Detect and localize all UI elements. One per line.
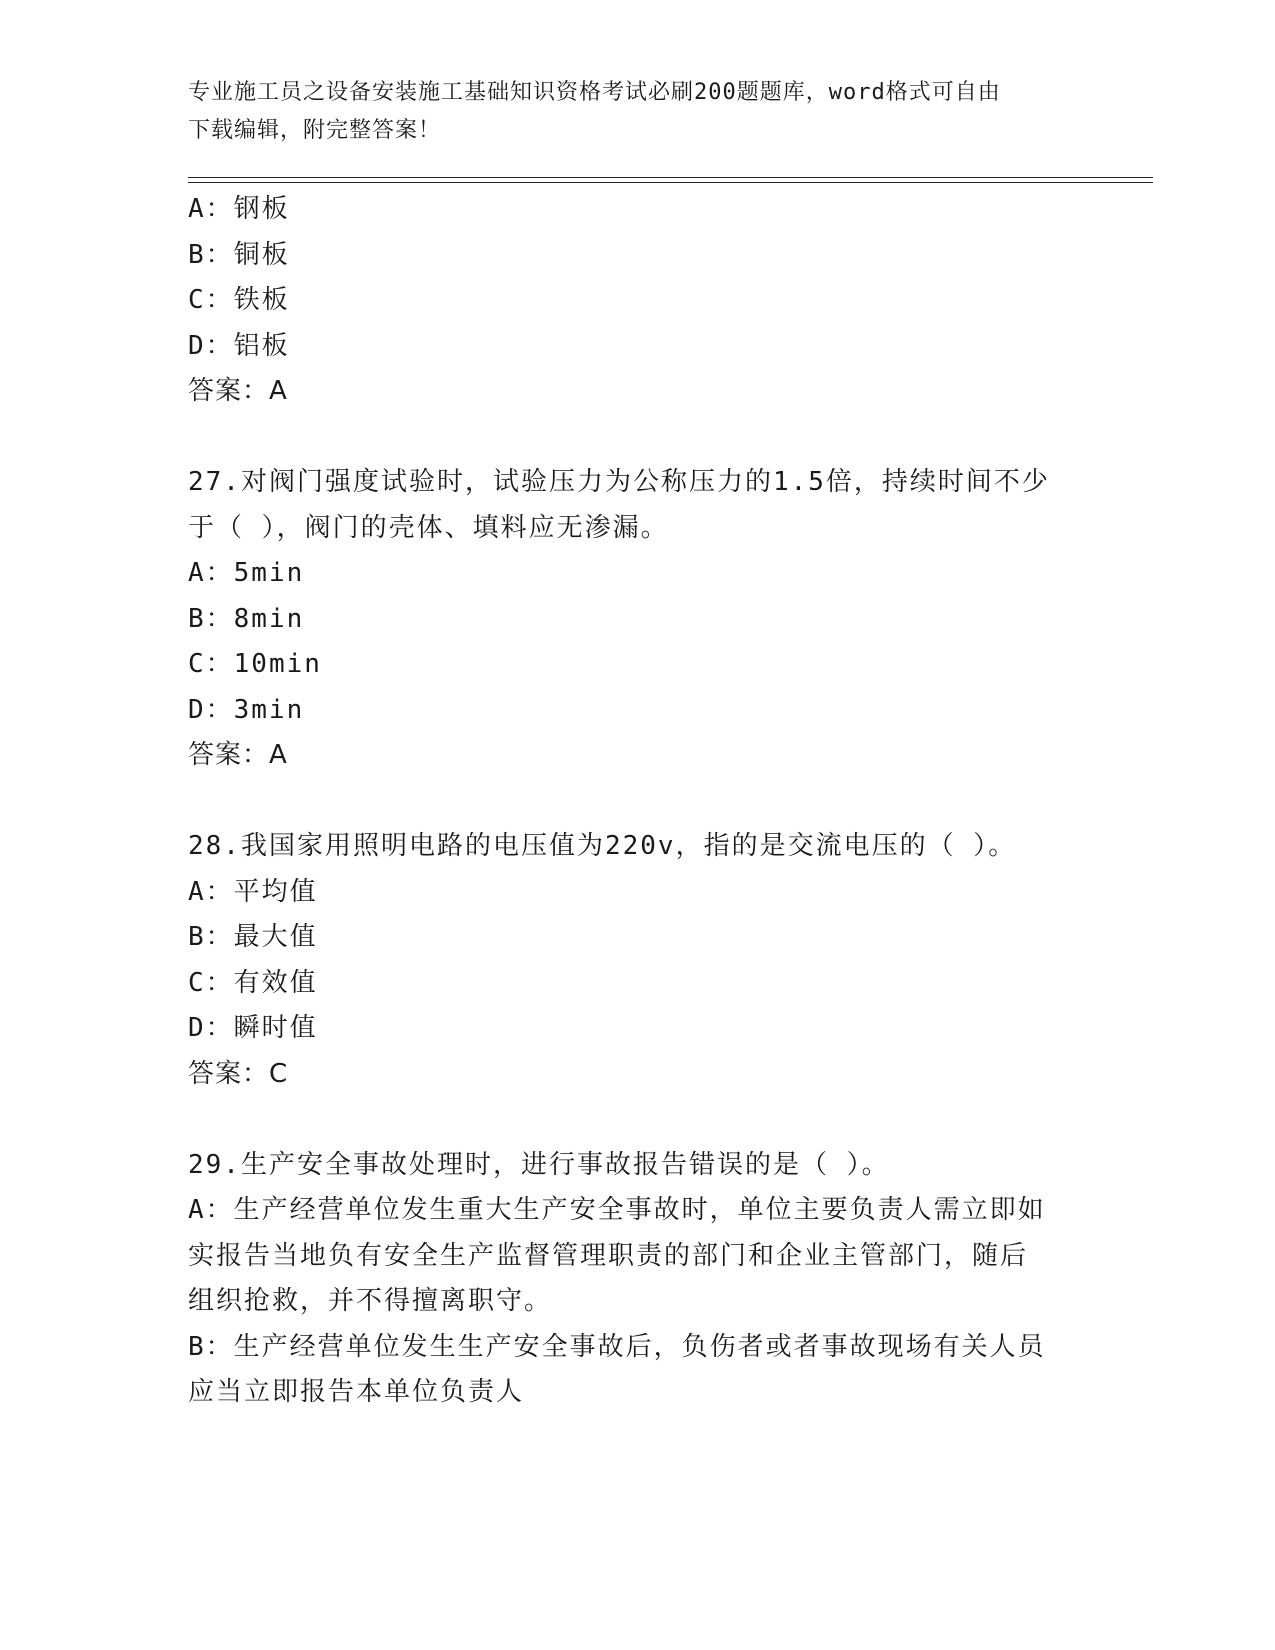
option-b-line-2: 应当立即报告本单位负责人 bbox=[188, 1377, 525, 1407]
option-c: C：铁板 bbox=[188, 285, 290, 315]
option-d: D：铝板 bbox=[188, 330, 290, 361]
option-a-line-2: 实报告当地负有安全生产监督管理职责的部门和企业主管部门，随后 bbox=[188, 1240, 1029, 1271]
question-content bbox=[188, 187, 1088, 1416]
option-d: D：3min bbox=[188, 694, 305, 725]
option-a: A：平均值 bbox=[188, 876, 318, 907]
option-c: C：10min bbox=[188, 649, 322, 679]
question-29 bbox=[188, 1143, 1088, 1416]
option-a: A：5min bbox=[188, 558, 305, 588]
question-27 bbox=[188, 460, 1088, 779]
answer: 答案：A bbox=[188, 376, 288, 406]
option-c: C：有效值 bbox=[188, 967, 318, 998]
answer: 答案：C bbox=[188, 1058, 289, 1089]
answer: 答案：A bbox=[188, 740, 288, 770]
question-stem-line-1: 27.对阀门强度试验时，试验压力为公称压力的1.5倍，持续时间不少 bbox=[188, 467, 1050, 497]
header-divider-bottom bbox=[188, 182, 1153, 183]
question-stem-line-2: 于（ ），阀门的壳体、填料应无渗漏。 bbox=[188, 512, 669, 543]
question-26 bbox=[188, 187, 1088, 415]
question-stem-line-1: 28.我国家用照明电路的电压值为220v，指的是交流电压的（ ）。 bbox=[188, 831, 1017, 861]
question-stem-line-1: 29.生产安全事故处理时，进行事故报告错误的是（ ）。 bbox=[188, 1149, 890, 1180]
option-b-line-1: B：生产经营单位发生生产安全事故后，负伤者或者事故现场有关人员 bbox=[188, 1331, 1046, 1362]
option-a-line-1: A：生产经营单位发生重大生产安全事故时，单位主要负责人需立即如 bbox=[188, 1195, 1046, 1225]
document-header bbox=[188, 74, 1088, 150]
option-b: B：铜板 bbox=[188, 239, 290, 270]
spacer bbox=[188, 779, 1088, 825]
option-d: D：瞬时值 bbox=[188, 1013, 318, 1043]
header-title-line-1: 专业施工员之设备安装施工基础知识资格考试必刷200题题库，word格式可自由 bbox=[188, 80, 1001, 105]
option-a-line-3: 组织抢救，并不得擅离职守。 bbox=[188, 1286, 553, 1316]
option-b: B：最大值 bbox=[188, 922, 318, 952]
header-divider-top bbox=[188, 177, 1153, 178]
option-a: A：钢板 bbox=[188, 194, 290, 224]
header-title-line-2: 下载编辑，附完整答案！ bbox=[188, 118, 442, 143]
question-28 bbox=[188, 824, 1088, 1097]
option-b: B：8min bbox=[188, 603, 305, 634]
spacer bbox=[188, 1097, 1088, 1143]
spacer bbox=[188, 415, 1088, 461]
